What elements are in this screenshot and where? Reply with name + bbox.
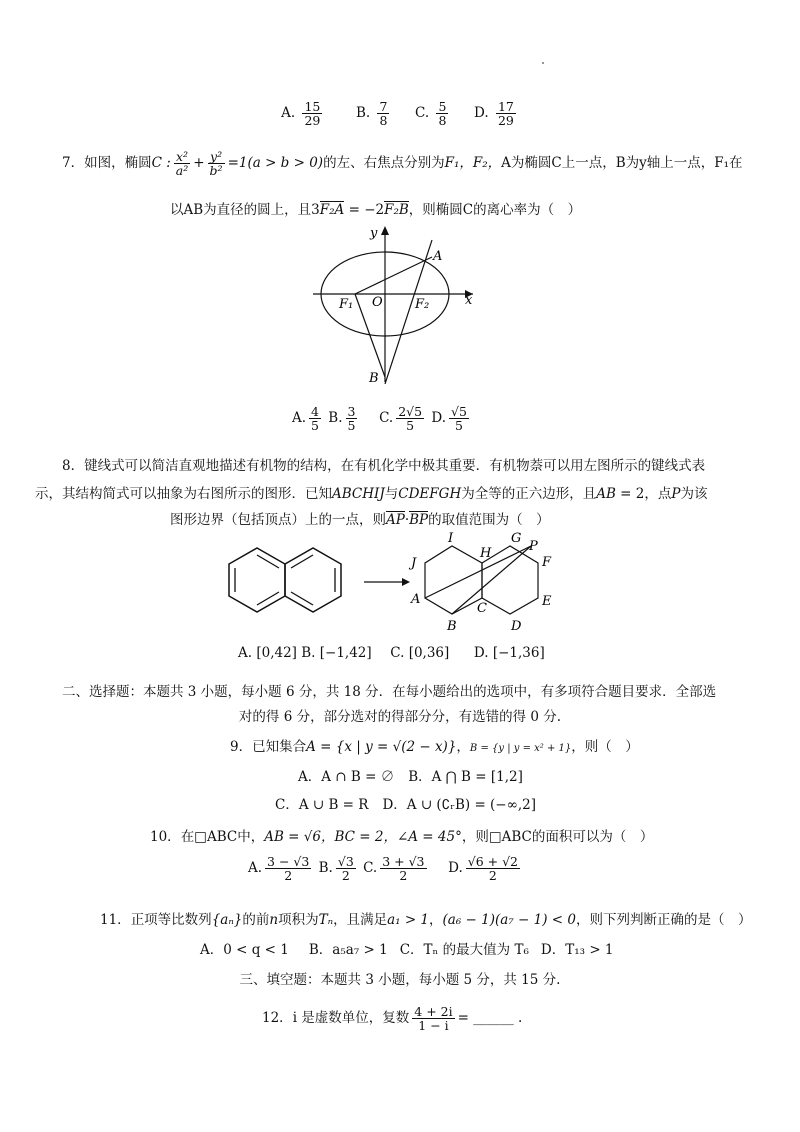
q7-line2-tail: ，则椭圆C的离心率为（ ） <box>408 202 582 218</box>
q12-number: 12． <box>262 1010 293 1027</box>
q7-stem-line2 <box>170 198 730 218</box>
q7-stem-line1: 7．如图，椭圆C : $\frac{\text{x²}}{\text{a²}}$ + $\frac{\text{y²}}{\text{b²}}$ =1(a > b > 0)的左、右焦点分别为F₁，F₂，A为椭圆C上一点，B为y轴上一点，F₁在 <box>62 149 743 179</box>
q7-text-3: A为椭圆C上一点，B为y轴上一点，F₁在 <box>501 155 743 172</box>
label-o: O <box>372 295 383 310</box>
q7-ellipse-figure <box>305 222 485 387</box>
q8-stem-line2 <box>35 482 780 502</box>
q6-option-c-value: $\frac{5}{8}$ <box>438 99 447 129</box>
q11-number: 11． <box>100 912 131 928</box>
q10-option-b-value: $\frac{√3}{2}$ <box>337 854 354 884</box>
q8-option-a-label: A. <box>238 645 253 661</box>
q6-option-b-label: B. <box>355 105 371 122</box>
q7-option-b-label: B. <box>328 410 343 427</box>
segment-ap <box>425 546 531 598</box>
q7-options <box>292 405 592 432</box>
section3-line: 三、填空题：本题共 3 小题，每小题 5 分，共 15 分. <box>239 972 561 988</box>
q12-answer-blank: = ______ . <box>457 1010 523 1027</box>
q8-dot: · <box>404 512 410 528</box>
q8-option-b-label: B. <box>301 645 316 661</box>
q9-set-b: B = {y | y = x² + 1} <box>469 743 572 754</box>
q8-option-c-label: C. <box>390 645 405 661</box>
q7-eq-rest: =1(a > b > 0) <box>227 155 324 172</box>
q8-options <box>238 645 638 661</box>
section3-heading <box>0 968 800 988</box>
q8-vector-bp: BP <box>409 512 429 528</box>
q8-option-c-value: [0,36] <box>408 645 450 661</box>
q8-line3-b: 的取值范围为（ ） <box>428 512 550 528</box>
q8-line2-d: = 2，点 <box>615 486 672 502</box>
q9-sep: ， <box>456 739 470 755</box>
label-j: J <box>411 556 417 571</box>
q9-options-row1 <box>298 765 598 785</box>
label-b: B <box>447 619 457 634</box>
q8-ab: AB <box>596 486 616 502</box>
label-a: A <box>433 249 443 264</box>
q8-option-d-label: D. <box>473 645 489 661</box>
label-c: C <box>477 601 487 616</box>
naphthalene-left-ring <box>229 548 285 612</box>
q9-stem <box>230 735 650 755</box>
q11-tn: Tₙ <box>318 912 334 928</box>
q8-stem-line3 <box>170 508 730 528</box>
q10-option-c-label: C. <box>363 860 378 877</box>
q8-option-d-value: [−1,36] <box>492 645 545 661</box>
q10-option-c-value: $\frac{3 + √3}{2}$ <box>382 854 425 884</box>
q11-sequence: {aₙ} <box>211 912 243 928</box>
q11-text-6: ，则下列判断正确的是（ ） <box>575 912 752 928</box>
q11-stem <box>100 908 790 928</box>
q11-text-3: 项积为 <box>278 912 319 928</box>
q8-option-b-value: [−1,42] <box>319 645 372 661</box>
q6-option-c-label: C. <box>415 105 430 122</box>
q11-option-a: A．0 < q < 1 <box>200 942 289 958</box>
q7-text: 如图，椭圆 <box>84 155 152 172</box>
q9-number: 9． <box>230 739 253 755</box>
label-a: A <box>411 592 421 607</box>
label-e: E <box>542 594 552 609</box>
q12-fraction: $\frac{4 + 2i}{1 - i}$ <box>414 1004 453 1034</box>
q7-ellipse-label: C : <box>151 155 171 172</box>
q9-tail: ，则（ ） <box>571 739 639 755</box>
q11-condition-1: a₁ > 1 <box>387 912 430 928</box>
q6-options <box>0 100 800 127</box>
q9-option-a: A．A ∩ B = ∅ <box>298 769 395 785</box>
q8-stem-line1 <box>62 454 782 474</box>
hexagon-abchij <box>425 546 482 614</box>
q10-text-1: 在□ABC中， <box>180 829 265 845</box>
q9-option-b: B．A ⋂ B = [1,2] <box>408 769 523 785</box>
q8-p: P <box>671 486 681 502</box>
q8-vector-ap: AP <box>386 512 405 528</box>
q9-option-c: C．A ∪ B = R <box>275 797 369 813</box>
label-g: G <box>511 531 522 546</box>
q8-number: 8． <box>62 458 85 474</box>
q9-option-d: D．A ∪ (∁ᵣB) = (−∞,2] <box>382 797 537 813</box>
q10-options <box>248 855 648 882</box>
label-i: I <box>448 531 454 546</box>
q8-line2-c: 为全等的正六边形，且 <box>461 486 597 502</box>
q7-option-c-value: $\frac{2√5}{5}$ <box>398 404 423 434</box>
q7-text-2: 的左、右焦点分别为 <box>323 155 445 172</box>
section2-line2: 对的得 6 分，部分选对的得部分分，有选错的得 0 分. <box>238 709 562 725</box>
label-f: F <box>542 555 552 570</box>
q11-text-1: 正项等比数列 <box>130 912 212 928</box>
label-f2: F₂ <box>415 297 430 312</box>
section2-heading <box>62 680 782 700</box>
q7-number: 7． <box>62 155 85 172</box>
section2-heading-line2 <box>0 705 800 725</box>
label-x: x <box>465 293 473 308</box>
q11-text-4: ，且满足 <box>333 912 388 928</box>
q8-hexagon-1: ABCHIJ <box>332 486 385 502</box>
q7-option-a-value: $\frac{4}{5}$ <box>311 404 319 434</box>
q8-hexagon-figure <box>405 530 580 640</box>
q7-eq-mid: = −2 <box>344 202 385 218</box>
naphthalene-skeletal-figure <box>220 538 370 638</box>
q11-option-c: C．Tₙ 的最大值为 T₆ <box>399 942 529 958</box>
q7-y-term: $\frac{\text{y²}}{\text{b²}}$ <box>209 149 223 179</box>
q10-number: 10． <box>150 829 181 845</box>
q7-x-term: $\frac{\text{x²}}{\text{a²}}$ <box>175 149 189 179</box>
q12-stem <box>262 1005 562 1032</box>
label-d: D <box>511 619 522 634</box>
q7-vector-f2a: F₂A <box>319 202 345 218</box>
q7-option-c-label: C. <box>379 410 394 427</box>
q9-text: 已知集合 <box>252 739 307 755</box>
q11-n: n <box>269 912 279 928</box>
q6-option-a-value: $\frac{15}{29}$ <box>304 99 321 129</box>
q11-text-2: 的前 <box>242 912 270 928</box>
q7-foci: F₁，F₂， <box>444 155 502 172</box>
label-b: B <box>369 371 379 386</box>
line-a-b <box>385 240 432 384</box>
q7-vector-f2b: F₂B <box>384 202 409 218</box>
page-mark <box>542 62 544 64</box>
q10-bc: ，BC = 2，∠A = 45° <box>320 829 462 845</box>
label-p: P <box>529 539 538 554</box>
q11-condition-2: (a₆ − 1)(a₇ − 1) < 0 <box>442 912 576 928</box>
q8-option-a-value: [0,42] <box>256 645 297 661</box>
q8-line3-a: 图形边界（包括顶点）上的一点，则 <box>170 512 386 528</box>
q11-option-d: D．T₁₃ > 1 <box>540 942 614 958</box>
q10-text-2: ，则□ABC的面积可以为（ ） <box>461 829 654 845</box>
q7-option-d-value: $\frac{√5}{5}$ <box>451 404 467 434</box>
q8-line2-e: 为该 <box>680 486 708 502</box>
q6-option-a-label: A. <box>281 105 296 122</box>
q10-ab: AB = √6 <box>264 829 321 845</box>
section2-line1: 二、选择题：本题共 3 小题，每小题 6 分，共 18 分．在每小题给出的选项中，有多项符合题目要求．全部选 <box>62 684 717 700</box>
q7-option-b-value: $\frac{3}{5}$ <box>347 404 356 434</box>
q8-hexagon-2: CDEFGH <box>398 486 462 502</box>
q10-option-a-label: A. <box>248 860 263 877</box>
q11-text-5: ， <box>429 912 443 928</box>
q6-option-d-label: D. <box>474 105 489 122</box>
q11-option-b: B．a₅a₇ > 1 <box>308 942 388 958</box>
label-f1: F₁ <box>339 297 354 312</box>
q7-option-a-label: A. <box>292 410 307 427</box>
q9-options-row2 <box>275 793 625 813</box>
q12-text: i 是虚数单位，复数 <box>292 1010 410 1027</box>
q6-option-d-value: $\frac{17}{29}$ <box>497 99 514 129</box>
q8-line2-b: 与 <box>384 486 399 502</box>
q11-options <box>200 938 614 958</box>
q8-line2-a: 示，其结构简式可以抽象为右图所示的图形．已知 <box>35 486 332 502</box>
q10-option-b-label: B. <box>318 860 333 877</box>
label-y: y <box>370 226 378 241</box>
q7-coef: 3 <box>311 202 320 218</box>
q7-option-d-label: D. <box>431 410 447 427</box>
q9-set-a: A = {x | y = √(2 − x)} <box>306 739 457 755</box>
q10-option-d-label: D. <box>448 860 463 877</box>
q6-option-b-value: $\frac{7}{8}$ <box>379 99 388 129</box>
q10-option-d-value: $\frac{√6 + √2}{2}$ <box>467 854 519 884</box>
q10-stem <box>150 825 750 845</box>
naphthalene-right-ring <box>285 548 341 612</box>
label-h: H <box>480 546 492 561</box>
q7-line2-text: 以AB为直径的圆上，且 <box>170 202 312 218</box>
y-axis-arrow-icon <box>381 226 389 235</box>
q8-line1: 键线式可以简洁直观地描述有机物的结构，在有机化学中极其重要．有机物萘可以用左图所示的键线式表 <box>84 458 706 474</box>
q10-option-a-value: $\frac{3 - √3}{2}$ <box>267 854 310 884</box>
